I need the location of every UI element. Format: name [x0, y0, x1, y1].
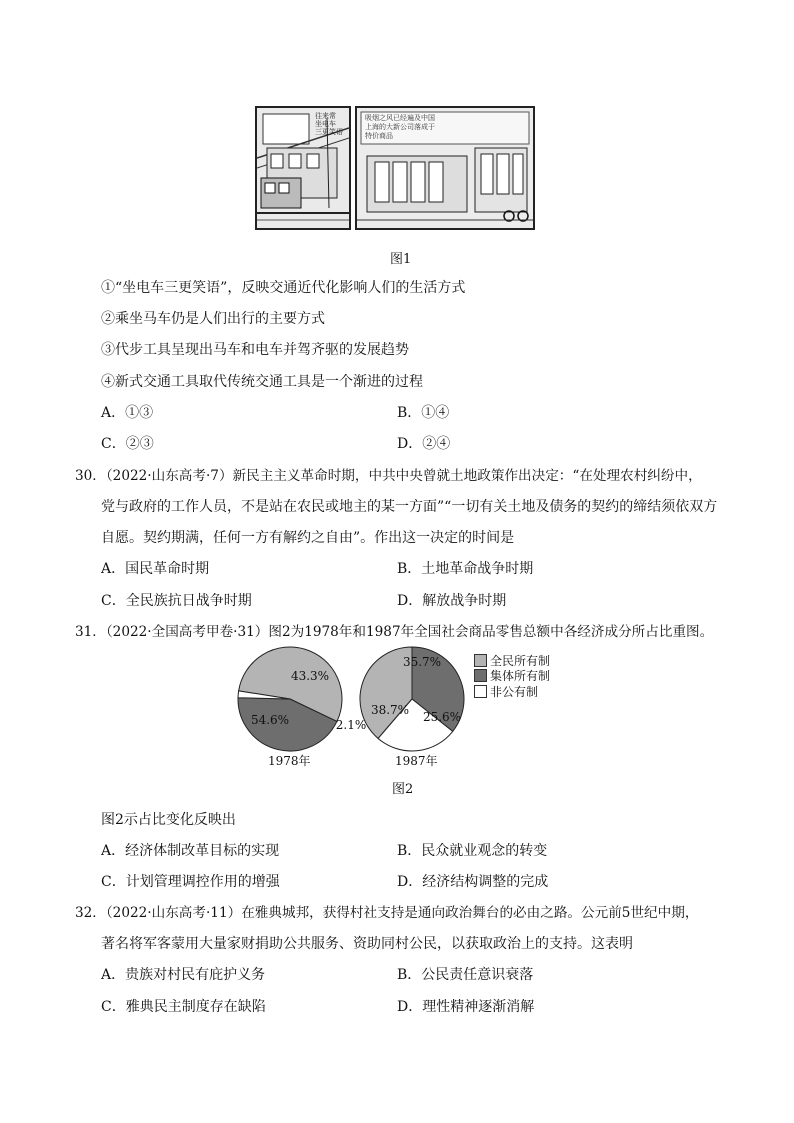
- pie-1987-label: 1987年: [395, 754, 438, 768]
- q29-option-a[interactable]: A．①③: [101, 405, 154, 421]
- q31-option-b[interactable]: B．民众就业观念的转变: [397, 843, 548, 859]
- legend-item-nonpublic: [474, 683, 538, 700]
- q30-option-b[interactable]: B．土地革命战争时期: [397, 561, 534, 577]
- figure2-caption: 图2: [392, 782, 414, 797]
- pie-1978年-label-2: 2.1%: [335, 718, 367, 732]
- pie-1987年-label-2: 25.6%: [422, 710, 462, 724]
- q29-option-b[interactable]: B．①④: [397, 405, 450, 421]
- legend-swatch-nonpublic: [474, 685, 487, 698]
- q31-stem: 31．（2022·全国高考甲卷·31）图2为1978年和1987年全国社会商品零售总额中各经济成分所占比重图。: [75, 624, 714, 640]
- legend-item-collective: [474, 667, 550, 684]
- legend-label-collective: 集体所有制: [490, 669, 551, 683]
- pie-1978年-label-1: 43.3%: [290, 669, 330, 683]
- q32-option-b[interactable]: B．公民责任意识衰落: [397, 967, 534, 983]
- figure1-left-image: [255, 106, 351, 230]
- figure1-right-image: [355, 106, 535, 230]
- legend-label-state: 全民所有制: [490, 654, 551, 668]
- q30-option-c[interactable]: C．全民族抗日战争时期: [101, 593, 252, 609]
- q32-option-d[interactable]: D．理性精神逐渐消解: [397, 999, 535, 1015]
- q30-option-d[interactable]: D．解放战争时期: [397, 593, 507, 609]
- q32-line-1: 32．（2022·山东高考·11）在雅典城邦，获得村社支持是通向政治舞台的必由之路。公元前5世纪中期，: [75, 905, 699, 921]
- figure1-caption: 图1: [390, 252, 412, 267]
- q29-option-c[interactable]: C．②③: [101, 436, 154, 452]
- q31-option-c[interactable]: C．计划管理调控作用的增强: [101, 874, 280, 890]
- q29-item-4: ④新式交通工具取代传统交通工具是一个渐进的过程: [101, 374, 423, 390]
- q30-line-1: 30．（2022·山东高考·7）新民主主义革命时期，中共中央曾就土地政策作出决定：“在处理农村纠纷中，: [75, 468, 702, 484]
- legend-swatch-state: [474, 654, 487, 667]
- pie-1987年-label-0: 38.7%: [370, 703, 410, 717]
- q32-line-2: 著名将军客蒙用大量家财捐助公共服务、资助同村公民，以获取政治上的支持。这表明: [101, 936, 633, 952]
- q30-line-2: 党与政府的工作人员，不是站在农民或地主的某一方面”“一切有关土地及债务的契约的缔结须依双方: [101, 499, 718, 515]
- pie-1978-label: 1978年: [268, 754, 311, 768]
- pie-1978年-label-0: 54.6%: [250, 713, 290, 727]
- q30-line-3: 自愿。契约期满，任何一方有解约之自由”。作出这一决定的时间是: [101, 530, 515, 546]
- q29-item-3: ③代步工具呈现出马车和电车并驾齐驱的发展趋势: [101, 342, 409, 358]
- q31-option-d[interactable]: D．经济结构调整的完成: [397, 874, 549, 890]
- q29-item-2: ②乘坐马车仍是人们出行的主要方式: [101, 311, 325, 327]
- left-sign-text: 往来常 坐电车 三更笑语: [315, 112, 343, 136]
- q29-option-d[interactable]: D．②④: [397, 436, 451, 452]
- q30-option-a[interactable]: A．国民革命时期: [101, 561, 210, 577]
- legend-label-nonpublic: 非公有制: [490, 685, 539, 699]
- q31-option-a[interactable]: A．经济体制改革目标的实现: [101, 843, 280, 859]
- q32-option-c[interactable]: C．雅典民主制度存在缺陷: [101, 999, 266, 1015]
- q29-item-1: ①“坐电车三更笑语”，反映交通近代化影响人们的生活方式: [101, 280, 466, 296]
- figure2-pie-charts: [0, 645, 794, 765]
- legend-swatch-collective: [474, 669, 487, 682]
- pie-1987年-label-1: 35.7%: [402, 655, 442, 669]
- q32-option-a[interactable]: A．贵族对村民有庇护义务: [101, 967, 266, 983]
- q31-after: 图2示占比变化反映出: [101, 812, 236, 828]
- right-sign-text: 吸烟之风已经遍及中国 上海的大新公司落成于 特价商品: [365, 114, 435, 140]
